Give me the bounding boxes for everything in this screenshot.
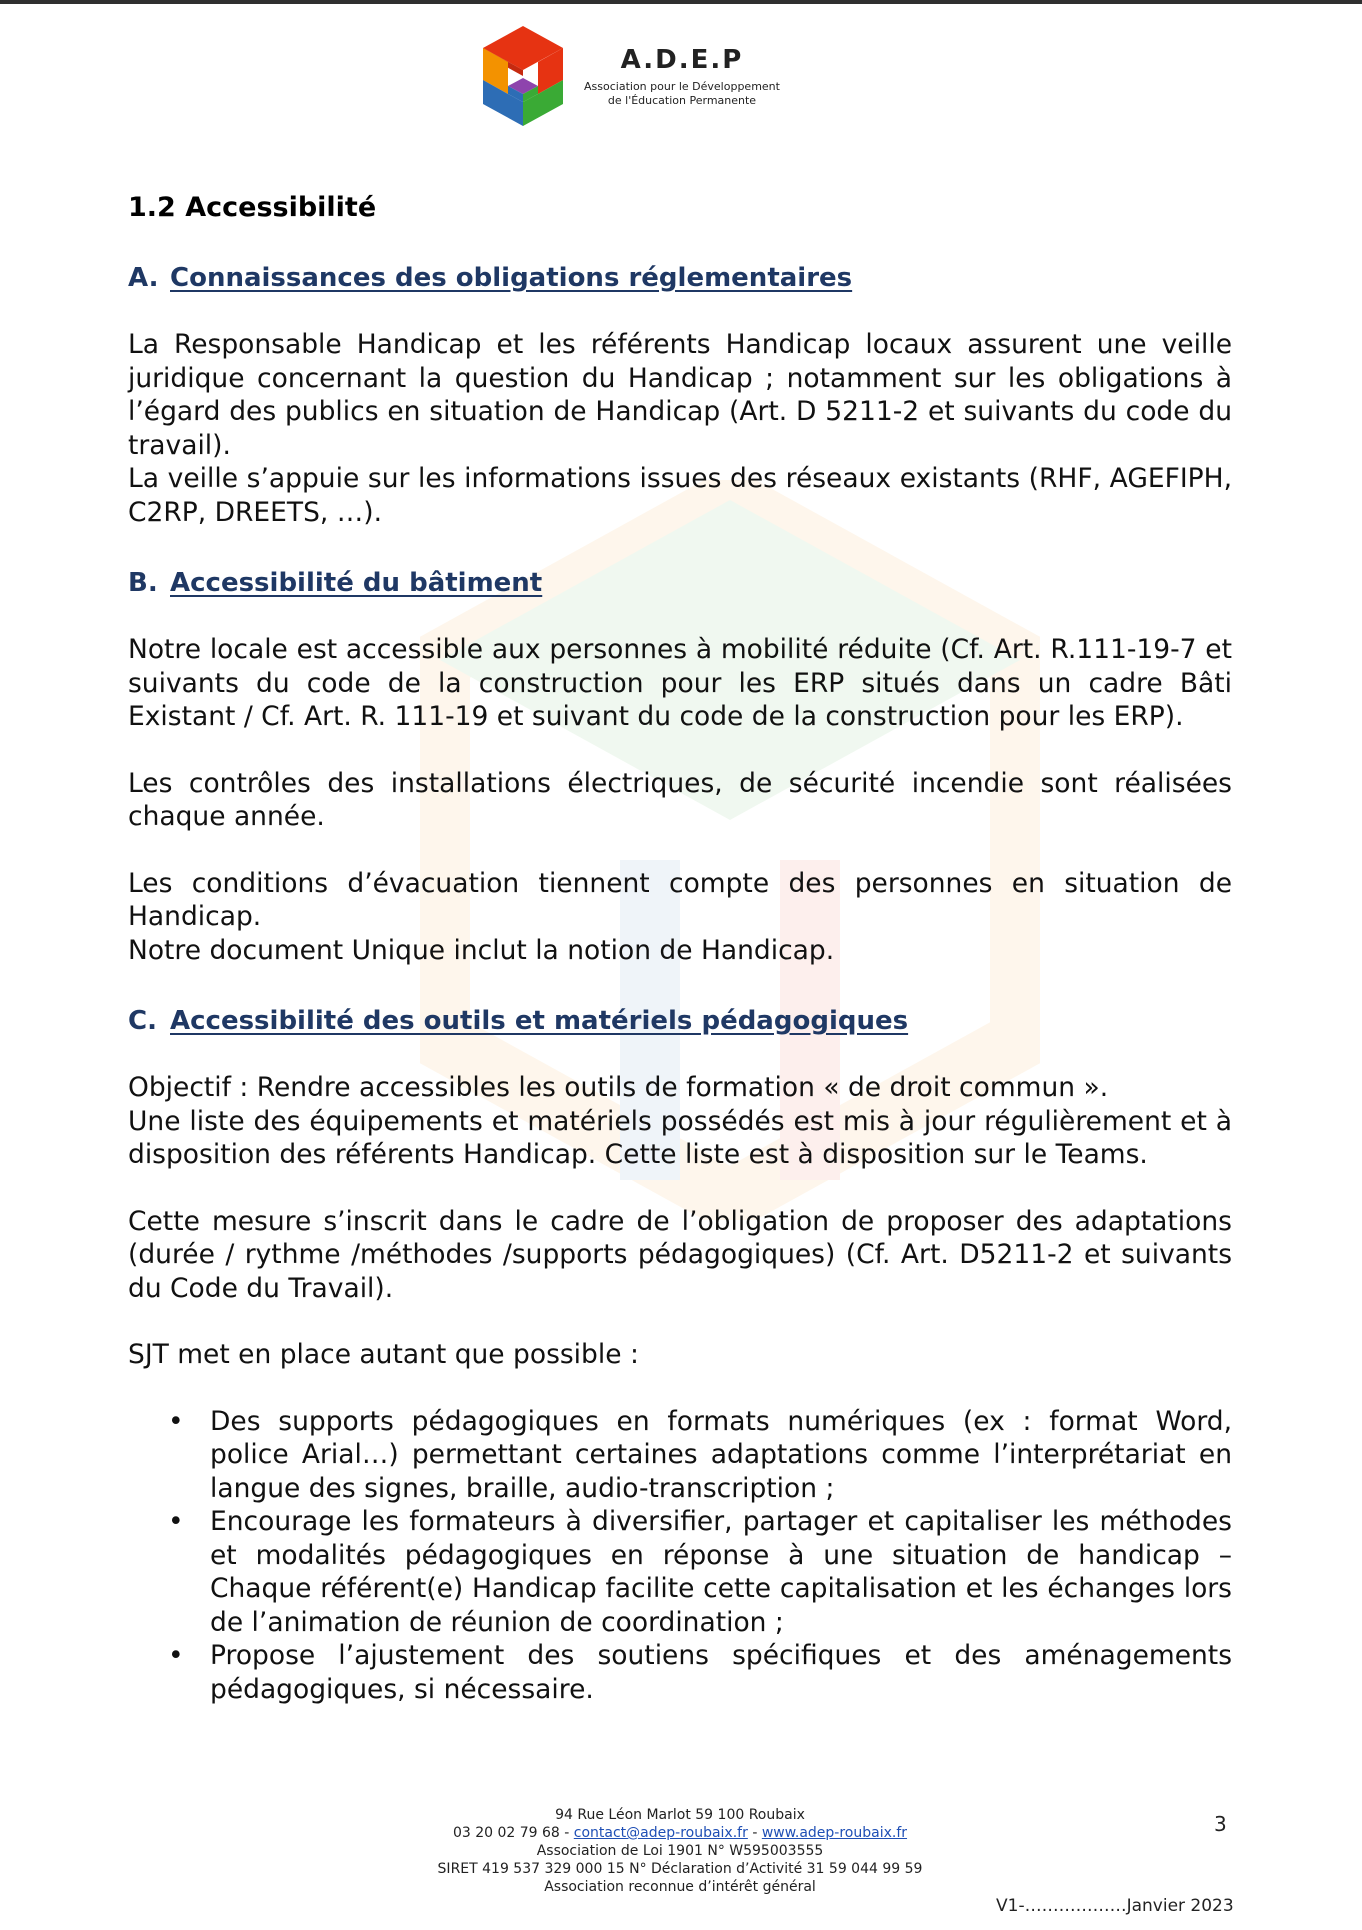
subsection-a-title: Connaissances des obligations réglementaires: [170, 263, 853, 293]
bullet-dot-icon: •: [168, 1640, 184, 1671]
subsection-c-paragraph-4: SJT met en place autant que possible :: [128, 1339, 639, 1370]
subsection-a-paragraph-2: La veille s’appuie sur les informations issues des réseaux existants (RHF, AGEFIPH, C2RP, DREETS, …).: [128, 463, 1232, 528]
footer-contact-line: [420, 1824, 940, 1842]
footer-address: 94 Rue Léon Marlot 59 100 Roubaix: [555, 1807, 805, 1823]
subsection-c-heading: [128, 1003, 1232, 1039]
footer-siret: SIRET 419 537 329 000 15 N° Déclaration d’Activité 31 59 044 99 59: [437, 1861, 923, 1877]
list-item-text: Propose l’ajustement des soutiens spécifiques et des aménagements pédagogiques, si nécessaire.: [210, 1640, 1232, 1705]
brand-subtitle: [582, 80, 782, 108]
subsection-b-title: Accessibilité du bâtiment: [170, 568, 543, 598]
section-title: 1.2 Accessibilité: [128, 192, 377, 223]
footer-phone: 03 20 02 79 68 -: [452, 1825, 570, 1841]
footer-email-link[interactable]: contact@adep-roubaix.fr: [573, 1825, 748, 1841]
subsection-b-paragraph-2: Les contrôles des installations électriques, de sécurité incendie sont réalisées chaque année.: [128, 767, 1232, 832]
subsection-b-paragraph-1: Notre locale est accessible aux personnes à mobilité réduite (Cf. Art. R.111-19-7 et suivants du code de la construction pour les ERP situés dans un cadre Bâti Existant / Cf. Art. R. 111-19 et suivant du code de la construction pour les ERP).: [128, 634, 1232, 732]
bullet-dot-icon: •: [168, 1506, 184, 1537]
subsection-b-paragraph-4: Notre document Unique inclut la notion de Handicap.: [128, 934, 835, 966]
brand-subtitle-line2: de l'Éducation Permanente: [607, 94, 757, 107]
subsection-a-paragraph-1: La Responsable Handicap et les référents Handicap locaux assurent une veille juridique concernant la question du Handicap ; notamment sur les obligations à l’égard des publics en situation de Handicap (Art. D 5211-2 et suivants du code du travail).: [128, 329, 1232, 461]
main-content: [128, 188, 1232, 1706]
subsection-c-paragraph-1: Objectif : Rendre accessibles les outils de formation « de droit commun ».: [128, 1072, 1109, 1103]
page-number: 3: [1214, 1812, 1227, 1836]
footer-website-link[interactable]: www.adep-roubaix.fr: [761, 1825, 908, 1841]
list-item: [128, 1405, 1232, 1506]
subsection-a-heading: [128, 260, 1232, 296]
list-item: [128, 1639, 1232, 1706]
top-border: [0, 0, 1362, 4]
subsection-a-letter: A.: [128, 263, 159, 293]
subsection-c-title: Accessibilité des outils et matériels pédagogiques: [170, 1006, 909, 1036]
measures-list: [128, 1405, 1232, 1707]
subsection-c-letter: C.: [128, 1006, 157, 1036]
list-item-text: Des supports pédagogiques en formats numériques (ex : format Word, police Arial…) permettant certaines adaptations comme l’interprétariat en langue des signes, braille, audio-transcription ;: [210, 1405, 1232, 1504]
list-item-text: Encourage les formateurs à diversifier, partager et capitaliser les méthodes et modalités pédagogiques en réponse à une situation de handicap – Chaque référent(e) Handicap facilite cette capitalisation et les échanges lors de l’animation de réunion de coordination ;: [210, 1506, 1232, 1638]
subsection-b-heading: [128, 565, 1232, 601]
subsection-b-paragraph-3: Les conditions d’évacuation tiennent compte des personnes en situation de Handicap.: [128, 867, 1232, 932]
list-item: [128, 1505, 1232, 1639]
brand-subtitle-line1: Association pour le Développement: [584, 80, 780, 93]
brand-name: A.D.E.P: [620, 45, 744, 75]
subsection-c-paragraph-3: Cette mesure s’inscrit dans le cadre de l’obligation de proposer des adaptations (durée / rythme /méthodes /supports pédagogiques) (Cf. Art. D5211-2 et suivants du Code du Travail).: [128, 1205, 1232, 1304]
page-footer: [420, 1806, 940, 1896]
footer-association: Association de Loi 1901 N° W595003555: [536, 1843, 824, 1859]
footer-separator: -: [752, 1825, 758, 1841]
bullet-dot-icon: •: [168, 1405, 184, 1437]
brand-block: [582, 44, 782, 108]
subsection-b-letter: B.: [128, 568, 158, 598]
subsection-c-paragraph-2: Une liste des équipements et matériels possédés est mis à jour régulièrement et à disposition des référents Handicap. Cette liste est à disposition sur le Teams.: [128, 1105, 1232, 1170]
version-label: V1-………………Janvier 2023: [996, 1896, 1234, 1916]
footer-recognition: Association reconnue d’intérêt général: [544, 1879, 816, 1895]
adep-cube-logo-icon: [478, 24, 568, 128]
